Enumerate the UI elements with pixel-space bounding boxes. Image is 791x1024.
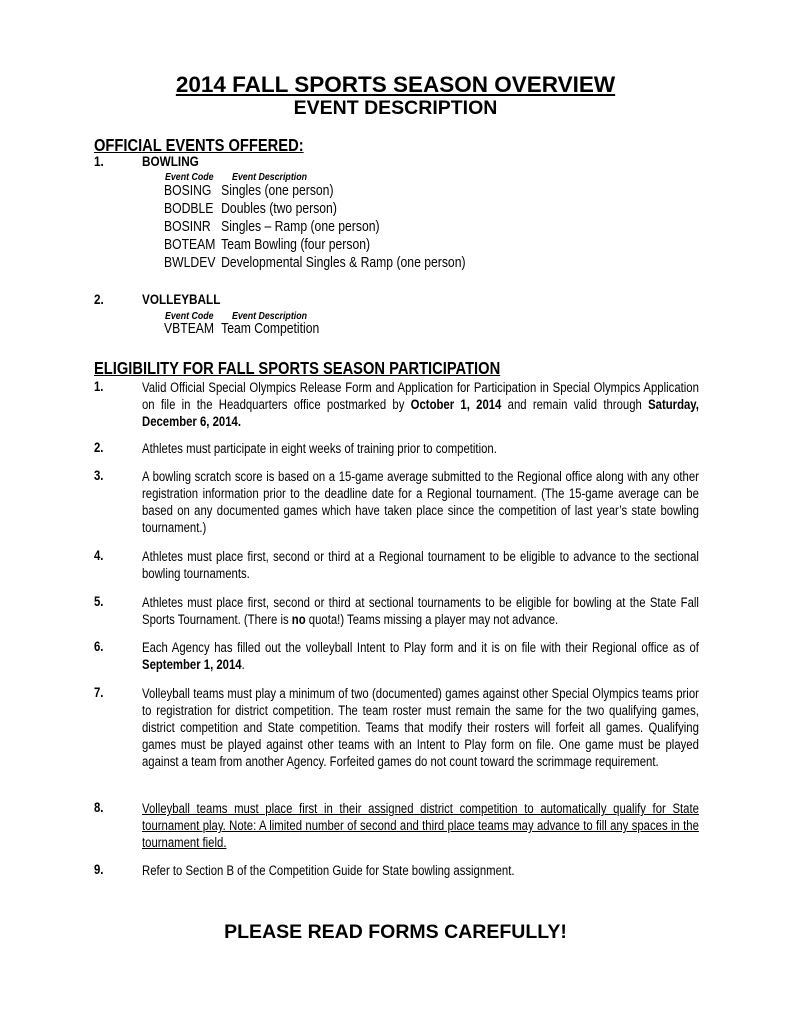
event-row: [164, 255, 466, 271]
eligibility-item-8: Volleyball teams must place first in their assigned district competition to automatically qualify for State tournament play. Note: A limited number of second and third place teams may advance to fill any spaces in the tournament field.: [142, 801, 699, 850]
item-number: 4.: [94, 548, 104, 563]
event-code: BOTEAM: [164, 237, 216, 253]
item-number: 8.: [94, 800, 104, 815]
eligibility-item-1: Valid Official Special Olympics Release Form and Application for Participation in Special Olympics Application on file in the Headquarters office postmarked by October 1, 2014 and remain valid through Saturday, December 6, 2014.: [142, 380, 699, 429]
eligibility-item-9: Refer to Section B of the Competition Guide for State bowling assignment.: [142, 863, 515, 878]
eligibility-item-5: Athletes must place first, second or third at sectional tournaments to be eligible for bowling at the State Fall Sports Tournament. (There is no quota!) Teams missing a player may not advance.: [142, 595, 699, 627]
event-code: BODBLE: [164, 201, 214, 217]
event-description-header: Event Description: [232, 171, 307, 183]
event-row: [164, 201, 337, 217]
event-description-header: Event Description: [232, 310, 307, 322]
event-description: Singles (one person): [221, 183, 334, 199]
event-code-header: Event Code: [165, 171, 214, 183]
item-number: 1.: [94, 379, 104, 394]
item-number: 9.: [94, 862, 104, 877]
event-description: Team Bowling (four person): [221, 237, 371, 253]
eligibility-item-7: Volleyball teams must play a minimum of two (documented) games against other Special Olympics teams prior to registration for district competition. The team roster must remain the same for the two qualifying games, district competition and State competition. Teams that modify their rosters will forfeit all games. Qualifying games must be played against other teams with an Intent to Play form on file. One game must be played against a team from another Agency. Forfeited games do not count toward the scrimmage requirement.: [142, 686, 699, 769]
event-row: [164, 219, 380, 235]
event-code: VBTEAM: [164, 321, 215, 337]
official-events-heading: OFFICIAL EVENTS OFFERED:: [94, 135, 304, 155]
event-code: BWLDEV: [164, 255, 216, 271]
event-code: BOSING: [164, 183, 212, 199]
item-number: 5.: [94, 594, 104, 609]
eligibility-item-2: Athletes must participate in eight weeks of training prior to competition.: [142, 441, 497, 456]
page-subtitle: EVENT DESCRIPTION: [293, 97, 498, 119]
item-number: 6.: [94, 639, 104, 654]
event-row: [164, 183, 334, 199]
event-code: BOSINR: [164, 219, 211, 235]
event-description: Singles – Ramp (one person): [221, 219, 380, 235]
item-number: 3.: [94, 468, 104, 483]
eligibility-item-4: Athletes must place first, second or third at a Regional tournament to be eligible to advance to the sectional bowling tournaments.: [142, 549, 699, 581]
event-description: Developmental Singles & Ramp (one person): [221, 255, 466, 271]
eligibility-item-6: Each Agency has filled out the volleyball Intent to Play form and it is on file with their Regional office as of September 1, 2014.: [142, 640, 699, 672]
event-description: Team Competition: [221, 321, 320, 337]
footer-notice: PLEASE READ FORMS CAREFULLY!: [224, 921, 567, 943]
sport-number: 1.: [94, 153, 104, 169]
eligibility-heading: ELIGIBILITY FOR FALL SPORTS SEASON PARTICIPATION: [94, 358, 501, 378]
page-title: 2014 FALL SPORTS SEASON OVERVIEW: [175, 72, 616, 97]
item-number: 2.: [94, 440, 104, 455]
eligibility-item-3: A bowling scratch score is based on a 15-game average submitted to the Regional office along with any other registration information prior to the deadline date for a Regional tournament. (The 15-game average can be based on any documented games which have taken place since the competition of last year’s state bowling tournament.): [142, 469, 699, 535]
sport-name-volleyball: VOLLEYBALL: [142, 291, 221, 307]
event-row: [164, 321, 319, 337]
sport-number: 2.: [94, 291, 104, 307]
item-number: 7.: [94, 685, 104, 700]
event-description: Doubles (two person): [221, 201, 337, 217]
event-code-header: Event Code: [165, 310, 214, 322]
sport-name-bowling: BOWLING: [142, 153, 199, 169]
event-row: [164, 237, 370, 253]
